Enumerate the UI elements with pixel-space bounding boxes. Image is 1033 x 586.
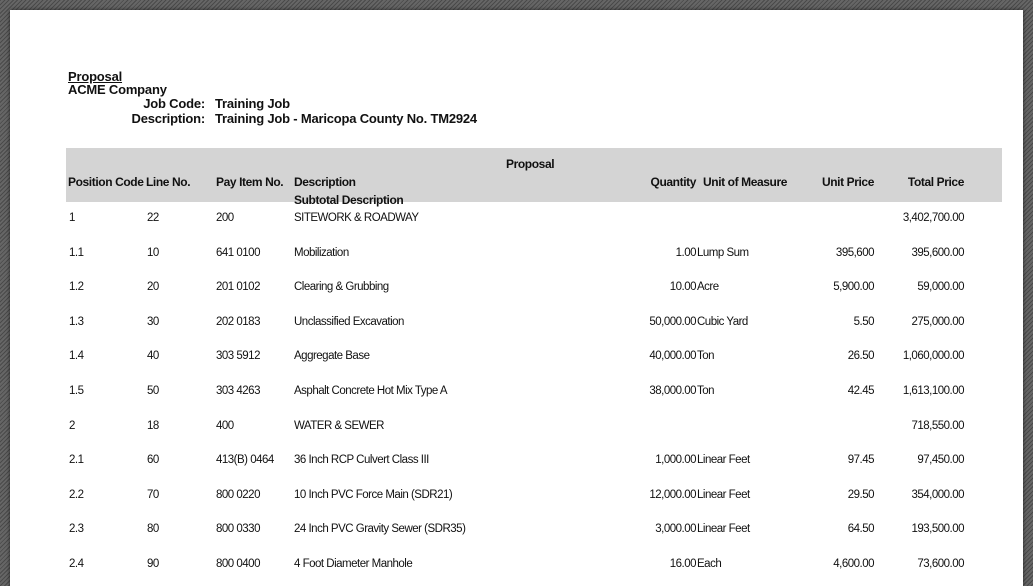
cell-pay-item-no: 800 0400 (216, 557, 260, 570)
cell-total-price: 3,402,700.00 (902, 212, 964, 224)
col-description: Description (294, 175, 356, 189)
cell-total-price: 395,600.00 (911, 246, 964, 259)
cell-description: Unclassified Excavation (294, 315, 404, 328)
cell-total-price: 97,450.00 (917, 454, 964, 467)
table-body (66, 202, 1002, 583)
table-row (66, 271, 1002, 306)
col-pay-item-no: Pay Item No. (216, 175, 284, 189)
cell-total-price: 354,000.00 (911, 488, 964, 501)
report-title: Proposal (68, 69, 123, 84)
cell-line-no: 18 (147, 419, 159, 432)
company-name: ACME Company (68, 82, 167, 97)
col-position-code: Position Code (68, 175, 144, 189)
cell-unit-of-measure: Ton (697, 350, 715, 363)
cell-total-price: 718,550.00 (911, 419, 964, 432)
table-row (66, 375, 1002, 410)
cell-total-price: 275,000.00 (911, 315, 964, 328)
cell-line-no: 22 (147, 212, 159, 224)
cell-position-code: 2.3 (69, 523, 84, 536)
table-row (66, 340, 1002, 375)
cell-position-code: 2.1 (69, 454, 84, 467)
cell-total-price: 193,500.00 (911, 523, 964, 536)
cell-pay-item-no: 400 (216, 419, 234, 432)
cell-pay-item-no: 641 0100 (216, 246, 260, 259)
cell-position-code: 1.5 (69, 384, 84, 397)
job-code-label: Job Code: (143, 96, 205, 111)
cell-pay-item-no: 200 (216, 212, 234, 224)
cell-quantity: 12,000.00 (649, 488, 696, 501)
table-row (66, 237, 1002, 272)
job-code-value: Training Job (215, 96, 290, 111)
cell-line-no: 90 (147, 557, 159, 570)
cell-description: SITEWORK & ROADWAY (294, 212, 419, 224)
cell-position-code: 2.4 (69, 557, 84, 570)
cell-position-code: 1.4 (69, 350, 84, 363)
cell-pay-item-no: 413(B) 0464 (216, 454, 274, 467)
group-header-proposal: Proposal (506, 157, 555, 171)
cell-unit-of-measure: Linear Feet (697, 488, 750, 501)
cell-quantity: 1,000.00 (655, 454, 696, 467)
cell-unit-of-measure: Ton (697, 384, 715, 397)
table-row (66, 202, 1002, 237)
cell-position-code: 1.2 (69, 281, 84, 294)
cell-unit-price: 42.45 (847, 384, 874, 397)
description-value: Training Job - Maricopa County No. TM2924 (215, 111, 477, 126)
cell-description: 24 Inch PVC Gravity Sewer (SDR35) (294, 523, 466, 536)
cell-description: WATER & SEWER (294, 419, 384, 432)
cell-line-no: 40 (147, 350, 159, 363)
cell-unit-price: 26.50 (847, 350, 874, 363)
table-row (66, 410, 1002, 445)
col-subtotal-description: Subtotal Description (294, 193, 404, 207)
cell-unit-of-measure: Cubic Yard (697, 315, 748, 328)
cell-quantity: 1.00 (675, 246, 696, 259)
table-row (66, 479, 1002, 514)
cell-unit-price: 29.50 (847, 488, 874, 501)
cell-line-no: 80 (147, 523, 159, 536)
description-label: Description: (131, 111, 205, 126)
cell-pay-item-no: 303 5912 (216, 350, 260, 363)
cell-unit-price: 5.50 (853, 315, 874, 328)
job-code-row (68, 96, 477, 111)
cell-unit-of-measure: Lump Sum (697, 246, 749, 259)
cell-position-code: 1 (69, 212, 75, 224)
cell-description: Asphalt Concrete Hot Mix Type A (294, 384, 448, 397)
cell-quantity: 16.00 (669, 557, 696, 570)
cell-description: Mobilization (294, 246, 349, 259)
cell-position-code: 2 (69, 419, 75, 432)
cell-total-price: 59,000.00 (917, 281, 964, 294)
cell-position-code: 1.3 (69, 315, 84, 328)
table-row (66, 513, 1002, 548)
cell-description: 10 Inch PVC Force Main (SDR21) (294, 488, 453, 501)
cell-pay-item-no: 303 4263 (216, 384, 260, 397)
cell-pay-item-no: 800 0330 (216, 523, 260, 536)
cell-line-no: 10 (147, 246, 159, 259)
cell-pay-item-no: 201 0102 (216, 281, 260, 294)
cell-line-no: 60 (147, 454, 159, 467)
cell-position-code: 1.1 (69, 246, 84, 259)
report-header (68, 70, 477, 126)
cell-position-code: 2.2 (69, 488, 84, 501)
cell-unit-price: 5,900.00 (833, 281, 874, 294)
cell-unit-of-measure: Each (697, 557, 722, 570)
table-row (66, 548, 1002, 583)
cell-unit-price: 97.45 (847, 454, 874, 467)
cell-line-no: 70 (147, 488, 159, 501)
cell-description: Aggregate Base (294, 350, 370, 363)
cell-line-no: 20 (147, 281, 159, 294)
cell-total-price: 1,060,000.00 (902, 350, 964, 363)
cell-pay-item-no: 800 0220 (216, 488, 260, 501)
cell-pay-item-no: 202 0183 (216, 315, 260, 328)
col-line-no: Line No. (146, 175, 191, 189)
description-row (68, 111, 477, 126)
cell-unit-of-measure: Acre (697, 281, 719, 294)
cell-total-price: 73,600.00 (917, 557, 964, 570)
cell-description: 36 Inch RCP Culvert Class III (294, 454, 429, 467)
table-row (66, 306, 1002, 341)
cell-quantity: 10.00 (669, 281, 696, 294)
cell-total-price: 1,613,100.00 (902, 384, 964, 397)
report-page (10, 10, 1023, 586)
col-unit-price: Unit Price (821, 175, 874, 189)
cell-unit-of-measure: Linear Feet (697, 523, 750, 536)
cell-line-no: 30 (147, 315, 159, 328)
cell-quantity: 40,000.00 (649, 350, 696, 363)
cell-quantity: 50,000.00 (649, 315, 696, 328)
cell-unit-price: 64.50 (847, 523, 874, 536)
cell-quantity: 3,000.00 (655, 523, 696, 536)
cell-unit-of-measure: Linear Feet (697, 454, 750, 467)
cell-unit-price: 4,600.00 (833, 557, 874, 570)
col-unit-of-measure: Unit of Measure (703, 175, 788, 189)
table-row (66, 444, 1002, 479)
col-quantity: Quantity (650, 175, 696, 189)
cell-line-no: 50 (147, 384, 159, 397)
cell-quantity: 38,000.00 (649, 384, 696, 397)
cell-unit-price: 395,600 (835, 246, 874, 259)
cell-description: Clearing & Grubbing (294, 281, 389, 294)
col-total-price: Total Price (907, 175, 964, 189)
table-header (66, 148, 1002, 207)
cell-description: 4 Foot Diameter Manhole (294, 557, 413, 570)
